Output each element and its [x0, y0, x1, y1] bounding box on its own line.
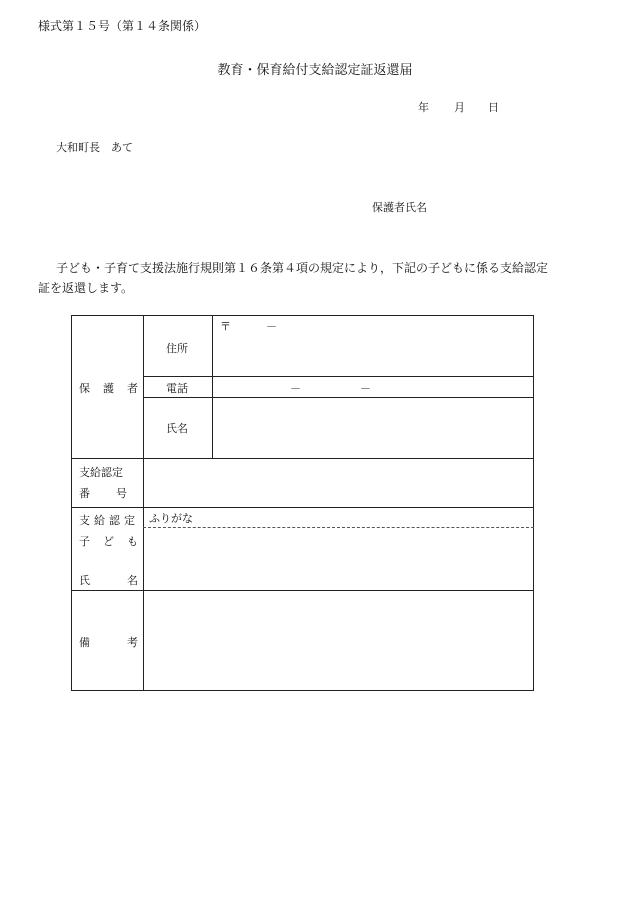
body-text-line-1: 子ども・子育て支援法施行規則第１６条第４項の規定により，下記の子どもに係る支給認定: [56, 261, 549, 275]
phone-dash: －: [360, 382, 371, 395]
body-text-line-2: 証を返還します。: [38, 281, 134, 295]
child-label-line2: 子ども: [79, 535, 151, 548]
cert-number-label-line1: 支給認定: [79, 466, 123, 479]
cert-number-label-char: 番: [79, 487, 90, 500]
guardian-name-label: 保護者氏名: [372, 201, 427, 214]
address-label: 住所: [166, 342, 188, 355]
name-label: 氏名: [166, 422, 188, 435]
phone-label: 電話: [166, 382, 188, 395]
child-label-char: 名: [127, 574, 138, 587]
postal-code-dash: －: [266, 320, 277, 333]
date-day-label: 日: [488, 101, 499, 114]
table-row-divider: [72, 507, 534, 508]
document-title: 教育・保育給付支給認定証返還届: [217, 63, 413, 78]
furigana-divider: [143, 527, 534, 528]
guardian-section-char: 者: [127, 382, 138, 395]
child-label-line1: 支給認定: [79, 514, 139, 527]
return-form-table: [71, 315, 534, 691]
table-row-divider: [72, 590, 534, 591]
postal-mark: 〒: [220, 320, 231, 333]
phone-dash: －: [290, 382, 301, 395]
addressee: 大和町長 あて: [56, 141, 133, 154]
table-row-divider: [72, 458, 534, 459]
remarks-label-char: 備: [79, 636, 90, 649]
furigana-label: ふりがな: [149, 512, 193, 525]
form-number: 様式第１５号（第１４条関係）: [38, 19, 207, 33]
remarks-label-char: 考: [127, 636, 138, 649]
cert-number-label-char: 号: [116, 487, 127, 500]
date-month-label: 月: [454, 101, 465, 114]
guardian-section-char: 保: [79, 382, 90, 395]
child-label-char: 氏: [79, 574, 90, 587]
guardian-section-char: 護: [103, 382, 114, 395]
table-row-divider: [143, 397, 534, 398]
date-year-label: 年: [418, 101, 429, 114]
table-row-divider: [143, 376, 534, 377]
table-inner-column-divider: [212, 316, 213, 458]
table-column-divider: [143, 316, 144, 691]
